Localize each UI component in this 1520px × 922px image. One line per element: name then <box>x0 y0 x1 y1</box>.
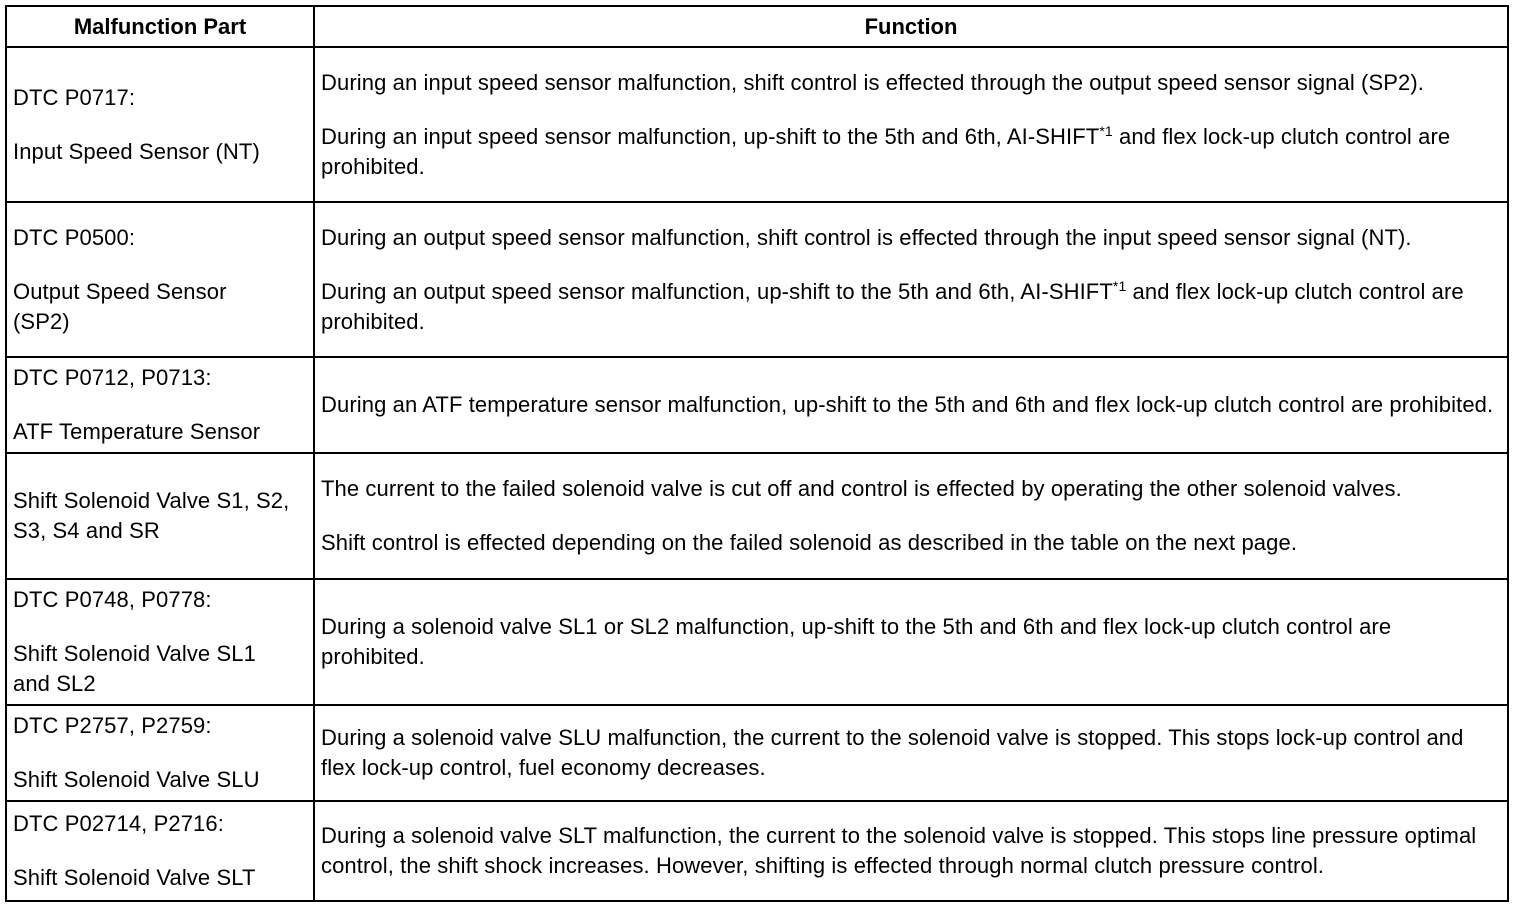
function-cell <box>314 705 1508 801</box>
part-dtc: DTC P0748, P0778: <box>13 587 212 612</box>
table-row <box>6 47 1508 202</box>
malfunction-part-cell <box>6 47 314 202</box>
function-cell <box>314 579 1508 705</box>
function-cell <box>314 202 1508 357</box>
part-name: Shift Solenoid Valve SLT <box>13 865 256 890</box>
function-cell <box>314 357 1508 453</box>
function-text <box>321 122 1501 182</box>
part-name: ATF Temperature Sensor <box>13 419 261 444</box>
part-dtc: DTC P02714, P2716: <box>13 811 224 836</box>
function-text-pre: During an output speed sensor malfunction, up-shift to the 5th and 6th, AI-SHIFT <box>321 278 1113 304</box>
part-dtc: DTC P0717: <box>13 84 136 110</box>
function-text: Shift control is effected depending on the failed solenoid as described in the table on the next page. <box>321 530 1298 555</box>
part-dtc: DTC P0712, P0713: <box>13 365 212 390</box>
function-cell <box>314 47 1508 202</box>
part-name: Shift Solenoid Valve SL1 and SL2 <box>13 641 256 696</box>
table-row <box>6 357 1508 453</box>
function-cell <box>314 453 1508 579</box>
table-row <box>6 579 1508 705</box>
header-row <box>6 6 1508 47</box>
part-name: Shift Solenoid Valve SLU <box>13 767 260 792</box>
malfunction-part-cell <box>6 453 314 579</box>
malfunction-table <box>5 5 1509 902</box>
function-text: During a solenoid valve SLU malfunction, the current to the solenoid valve is stopped. This stops lock-up control and flex lock-up control, fuel economy decreases. <box>321 725 1464 780</box>
header-function: Function <box>314 6 1508 47</box>
part-name: Input Speed Sensor (NT) <box>13 138 260 164</box>
function-cell <box>314 801 1508 901</box>
footnote-marker: *1 <box>1099 122 1113 139</box>
malfunction-part-cell <box>6 579 314 705</box>
function-text: The current to the failed solenoid valve is cut off and control is effected by operating the other solenoid valves. <box>321 476 1402 501</box>
part-dtc: DTC P2757, P2759: <box>13 713 212 738</box>
table-row <box>6 801 1508 901</box>
function-text: During a solenoid valve SLT malfunction, the current to the solenoid valve is stopped. This stops line pressure optimal control, the shift shock increases. However, shifting is effected through normal clutch pressure control. <box>321 823 1477 878</box>
table-row <box>6 202 1508 357</box>
table-row <box>6 705 1508 801</box>
table-row <box>6 453 1508 579</box>
footnote-marker: *1 <box>1112 277 1127 294</box>
function-text-pre: During an input speed sensor malfunction, up-shift to the 5th and 6th, AI-SHIFT <box>321 123 1100 149</box>
function-text-post: and flex lock-up clutch control are prohibited. <box>321 278 1464 334</box>
function-text: During an input speed sensor malfunction, shift control is effected through the output speed sensor signal (SP2). <box>321 69 1424 95</box>
malfunction-part-cell <box>6 202 314 357</box>
function-text <box>321 277 1501 337</box>
function-text: During a solenoid valve SL1 or SL2 malfunction, up-shift to the 5th and 6th and flex lock-up clutch control are prohibited. <box>321 614 1392 669</box>
header-malfunction-part: Malfunction Part <box>6 6 314 47</box>
malfunction-part-cell <box>6 357 314 453</box>
malfunction-part-cell <box>6 705 314 801</box>
part-name: Shift Solenoid Valve S1, S2, S3, S4 and SR <box>13 488 290 543</box>
function-text: During an output speed sensor malfunction, shift control is effected through the input speed sensor signal (NT). <box>321 224 1412 250</box>
part-name: Output Speed Sensor (SP2) <box>13 278 227 334</box>
malfunction-part-cell <box>6 801 314 901</box>
part-dtc: DTC P0500: <box>13 224 136 250</box>
function-text: During an ATF temperature sensor malfunction, up-shift to the 5th and 6th and flex lock-up clutch control are prohibited. <box>321 392 1494 417</box>
function-text-post: and flex lock-up clutch control are prohibited. <box>321 123 1451 179</box>
